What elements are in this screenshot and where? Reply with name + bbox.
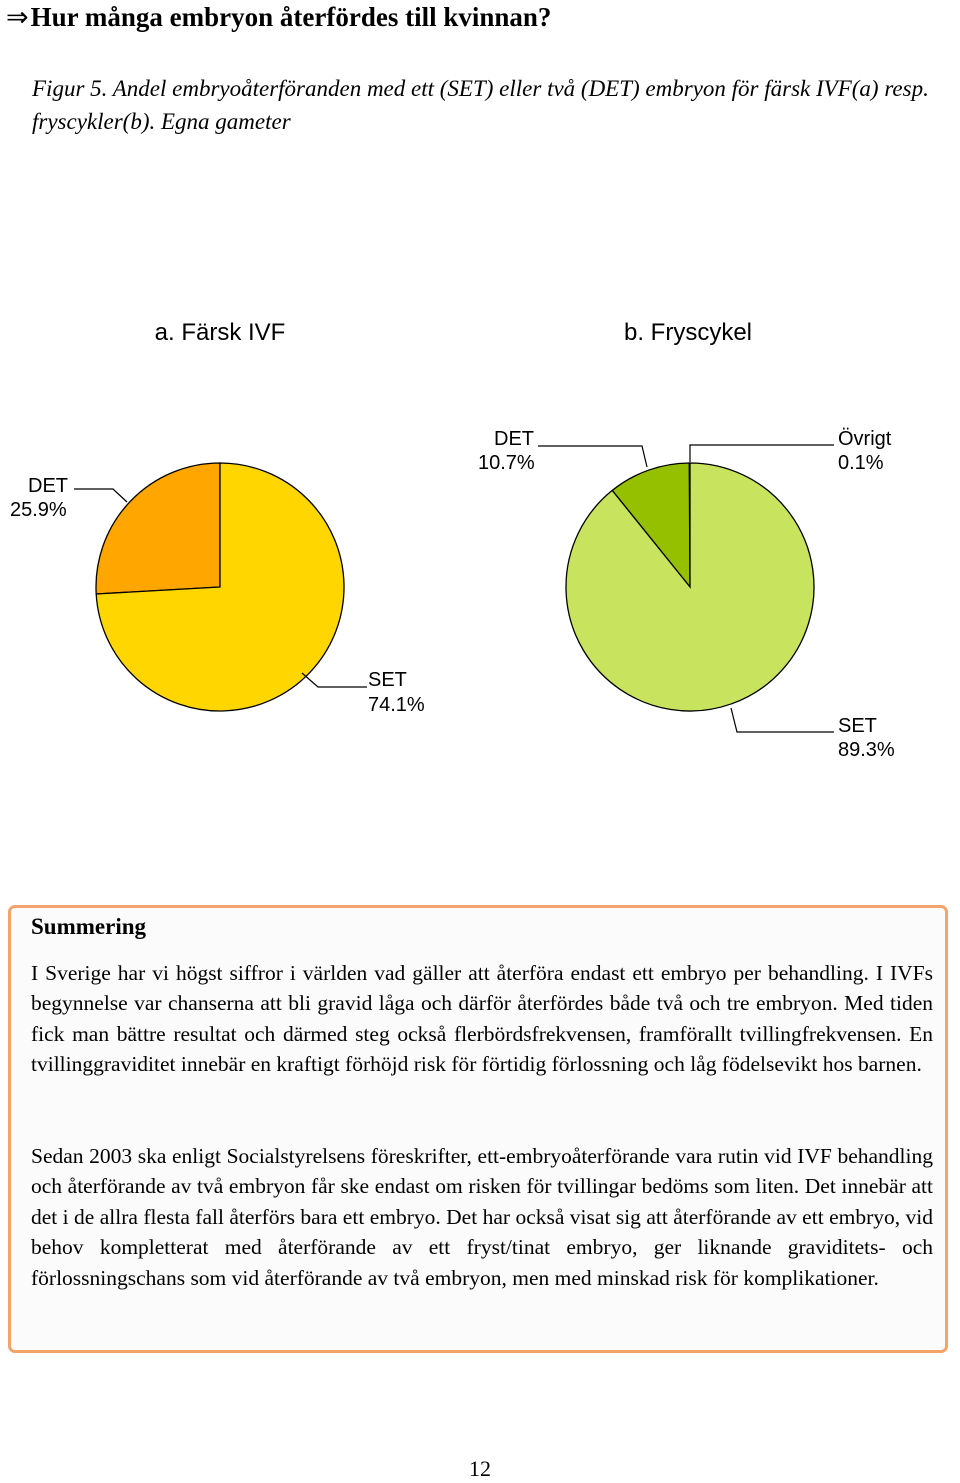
pie-chart-b [478,319,895,761]
chart-b-ovrigt-name: Övrigt [838,428,892,450]
chart-a-det-leader [74,489,127,502]
chart-a-set-value: 74.1% [368,694,425,716]
chart-b-ovrigt-value: 0.1% [838,452,884,474]
summary-box [8,905,948,1353]
summary-title: Summering [31,914,146,939]
chart-a-slice-det [96,463,220,594]
chart-b-det-leader [538,446,647,467]
chart-b-slice-set [566,463,814,711]
chart-b-ovrigt-leader [690,445,834,462]
chart-b-set-name: SET [838,715,877,737]
chart-a-det-value: 25.9% [10,499,67,521]
chart-a-title: a. Färsk IVF [154,319,286,346]
chart-a-set-leader [302,673,367,687]
chart-b-slices [566,463,814,711]
chart-b-set-value: 89.3% [838,739,895,761]
chart-a-set-name: SET [368,669,407,691]
summary-paragraph-2: Sedan 2003 ska enligt Socialstyrelsens föreskrifter, ett-embryoåterförande vara rutin vid IVF behandling och återförande av två embryon får ske endast om risken för tvillingar bedöms som liten. Det innebär att det i de allra flesta fall återförs bara ett embryo. Det har också visat sig att återförande av ett embryo, vid behov kompletterat med återförande av ett fryst/tinat embryo, ger liknande graviditets- och förlossningschans som vid återförande av två embryon, men med minskad risk för komplikationer. [31,1144,933,1290]
chart-b-title: b. Fryscykel [623,319,753,346]
chart-b-set-leader [731,708,834,732]
section-heading-text: Hur många embryon återfördes till kvinnan? [30,2,552,32]
arrow-icon: ⇒ [6,2,29,32]
chart-a-det-name: DET [28,475,68,497]
section-heading [6,2,551,33]
chart-a-slices [96,463,344,711]
chart-b-det-value: 10.7% [478,452,535,474]
figure-caption: Figur 5. Andel embryoåterföranden med ett (SET) eller två (DET) embryon för färsk IVF(a) resp. fryscykler(b). Egna gameter [32,76,929,134]
pie-charts-figure [0,300,960,780]
page-number: 12 [469,1456,491,1481]
pie-chart-a [10,319,425,780]
chart-b-det-name: DET [494,428,534,450]
summary-paragraph-1: I Sverige har vi högst siffror i världen vad gäller att återföra endast ett embryo per behandling. I IVFs begynnelse var chanserna att bli gravid låga och därför återfördes både två och tre embryon. Med tiden fick man bättre resultat och därmed steg också flerbördsfrekvensen, framförallt tvillingfrekvensen. En tvillinggraviditet innebär en kraftigt förhöjd risk för förtidig förlossning och låg födelsevikt hos barnen. [31,961,933,1077]
